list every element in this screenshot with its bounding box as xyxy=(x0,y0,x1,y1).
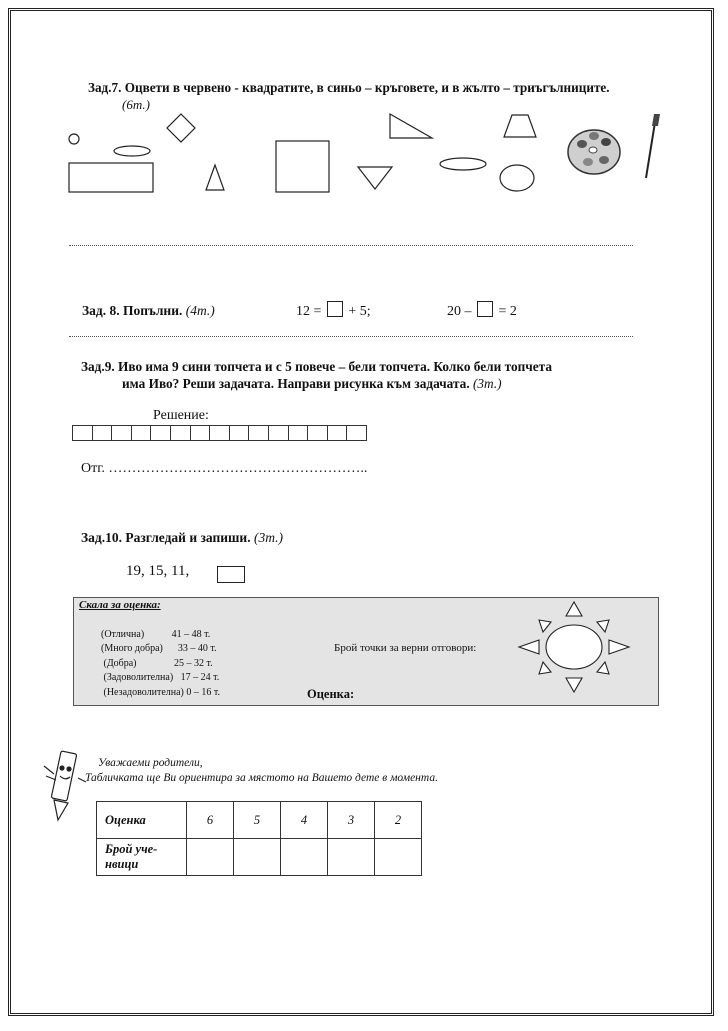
answer-line[interactable]: Отг. ……………………………………………….. xyxy=(81,461,368,476)
divider xyxy=(69,336,633,337)
task8-equation-2: 20 – = 2 xyxy=(447,301,517,320)
scale-row: (Добра) 25 – 32 т. xyxy=(101,658,213,669)
parents-text: Табличката ще Ви ориентира за мястото на Вашето дете в момента. xyxy=(85,772,438,784)
scale-row: (Задоволителна) 17 – 24 т. xyxy=(101,672,220,683)
grade-cell: 3 xyxy=(328,802,375,839)
flat-ellipse-shape[interactable] xyxy=(440,158,486,170)
sequence-answer-box[interactable] xyxy=(217,566,245,583)
grid-cell[interactable] xyxy=(111,425,132,441)
grade-answer-oval[interactable] xyxy=(546,625,602,669)
count-cell[interactable] xyxy=(187,839,234,876)
grid-cell[interactable] xyxy=(346,425,367,441)
task10-title-line: Зад.10. Разгледай и запиши. (3т.) xyxy=(81,530,283,545)
scale-row: (Отлична) 41 – 48 т. xyxy=(101,629,211,640)
solution-grid[interactable] xyxy=(73,425,367,441)
grid-cell[interactable] xyxy=(288,425,309,441)
grid-cell[interactable] xyxy=(307,425,328,441)
grade-cell: 5 xyxy=(234,802,281,839)
task9-line2: има Иво? Реши задачата. Направи рисунка към задачата. (3т.) xyxy=(122,376,502,391)
answer-box[interactable] xyxy=(477,301,493,317)
grid-cell[interactable] xyxy=(209,425,230,441)
small-circle-shape[interactable] xyxy=(69,134,79,144)
task8-equation-1: 12 = + 5; xyxy=(296,301,371,320)
count-cell[interactable] xyxy=(375,839,422,876)
count-cell[interactable] xyxy=(234,839,281,876)
grade-cell: 2 xyxy=(375,802,422,839)
parents-greeting: Уважаеми родители, xyxy=(98,757,203,769)
task10-sequence: 19, 15, 11, xyxy=(126,563,190,579)
trapezoid-shape[interactable] xyxy=(504,115,536,137)
task7-title: Зад.7. Оцвети в червено - квадратите, в синьо – кръговете, и в жълто – триъгълниците. xyxy=(88,80,610,95)
grid-cell[interactable] xyxy=(150,425,171,441)
table-row xyxy=(97,802,422,839)
divider xyxy=(69,245,633,246)
sun-icon xyxy=(517,600,632,694)
table-row xyxy=(97,839,422,876)
task8-points: (4т.) xyxy=(185,303,215,318)
oval-shape[interactable] xyxy=(500,165,534,191)
grade-cell: 4 xyxy=(281,802,328,839)
pencil-mascot-icon xyxy=(40,748,92,826)
brush-icon xyxy=(640,112,664,184)
tall-triangle-shape[interactable] xyxy=(206,165,224,190)
grid-cell[interactable] xyxy=(190,425,211,441)
grade-cell: 6 xyxy=(187,802,234,839)
answer-box[interactable] xyxy=(327,301,343,317)
points-label: Брой точки за верни отговори: xyxy=(334,642,477,654)
scale-row: (Много добра) 33 – 40 т. xyxy=(101,643,217,654)
right-triangle-shape[interactable] xyxy=(390,114,432,138)
task8-title: Зад. 8. Попълни. xyxy=(82,303,183,318)
grid-cell[interactable] xyxy=(229,425,250,441)
grade-label: Оценка: xyxy=(307,687,355,701)
square-shape[interactable] xyxy=(276,141,329,192)
small-ellipse-shape[interactable] xyxy=(114,146,150,156)
grid-cell[interactable] xyxy=(327,425,348,441)
diamond-square-shape[interactable] xyxy=(167,114,195,142)
solution-label: Решение: xyxy=(153,408,209,423)
results-table xyxy=(96,801,422,876)
grid-cell[interactable] xyxy=(92,425,113,441)
rectangle-shape[interactable] xyxy=(69,163,153,192)
task9-line1: Зад.9. Иво има 9 сини топчета и с 5 повече – бели топчета. Колко бели топчета xyxy=(81,359,553,374)
task7-points: (6т.) xyxy=(122,97,150,112)
grid-cell[interactable] xyxy=(170,425,191,441)
scale-row: (Незадоволителна) 0 – 16 т. xyxy=(101,687,220,698)
count-cell[interactable] xyxy=(328,839,375,876)
down-triangle-shape[interactable] xyxy=(358,167,392,189)
table-row-label: Брой уче- нвици xyxy=(97,839,187,876)
task8-line xyxy=(82,303,215,319)
grid-cell[interactable] xyxy=(248,425,269,441)
scale-title: Скала за оценка: xyxy=(79,599,161,611)
table-header-cell: Оценка xyxy=(97,802,187,839)
grid-cell[interactable] xyxy=(131,425,152,441)
grading-scale xyxy=(73,597,659,706)
grid-cell[interactable] xyxy=(268,425,289,441)
grid-cell[interactable] xyxy=(72,425,93,441)
count-cell[interactable] xyxy=(281,839,328,876)
